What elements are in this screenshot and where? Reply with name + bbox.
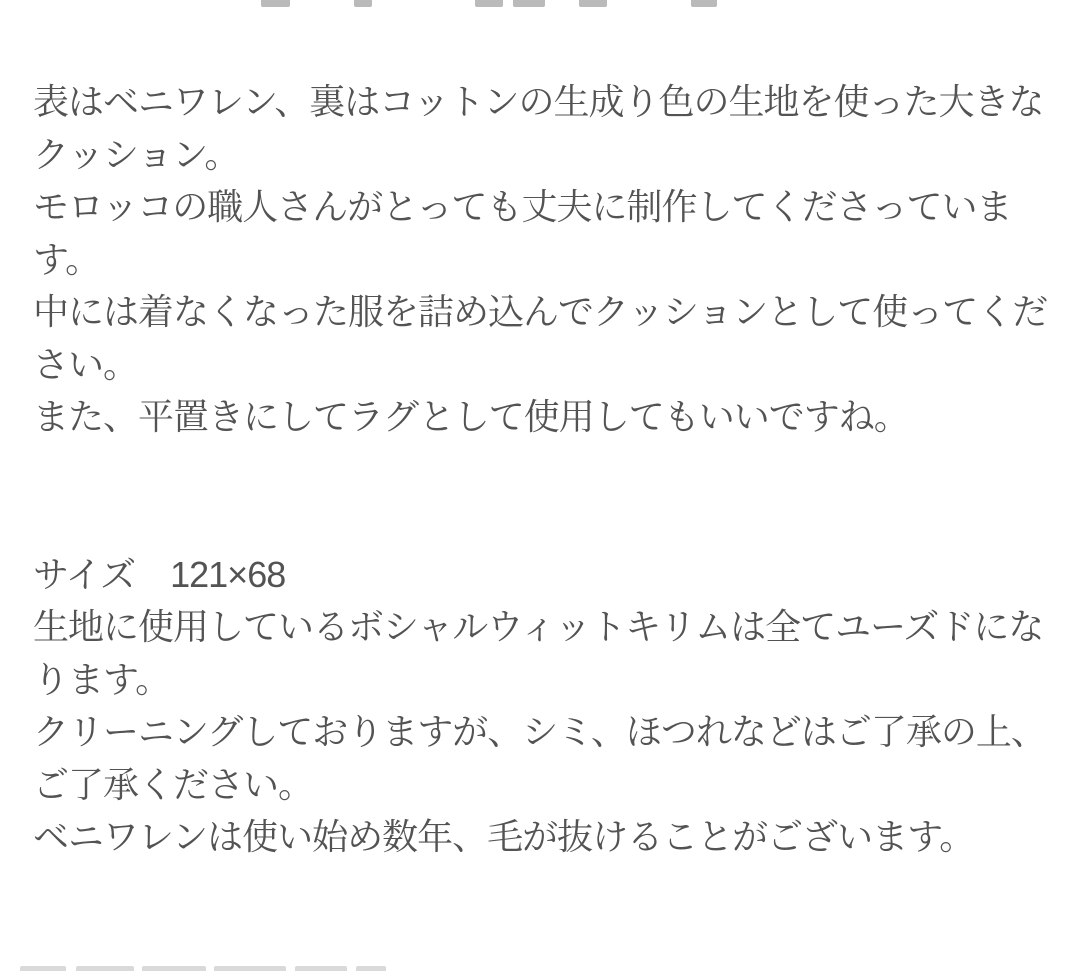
text-line: また、平置きにしてラグとして使用してもいいですね。	[33, 396, 909, 437]
text-line: クッション。	[33, 133, 240, 175]
cropped-text-fragment-bottom	[76, 966, 134, 971]
cropped-text-fragment-bottom	[295, 966, 347, 971]
cropped-text-fragment-top	[691, 0, 717, 7]
cropped-text-fragment-top	[579, 0, 607, 7]
text-line: さい。	[33, 343, 139, 385]
cropped-text-fragment-top	[354, 0, 372, 7]
text-line: ご了承ください。	[33, 763, 314, 805]
cropped-text-fragment-bottom	[356, 966, 386, 971]
text-line	[33, 444, 1060, 497]
text-line: 表はベニワレン、裏はコットンの生成り色の生地を使った大きな	[33, 81, 1044, 122]
cropped-text-fragment-bottom	[142, 966, 206, 971]
text-line: ります。	[33, 658, 171, 700]
text-line: ベニワレンは使い始め数年、毛が抜けることがございます。	[33, 816, 975, 857]
text-line: サイズ 121×68	[33, 553, 286, 595]
text-line	[33, 496, 1060, 549]
text-line: クリーニングしておりますが、シミ、ほつれなどはご了承の上、	[33, 711, 1046, 752]
product-description-text	[33, 76, 1060, 864]
cropped-text-fragment-top	[513, 0, 545, 7]
text-line: す。	[33, 238, 101, 280]
cropped-text-fragment-top	[475, 0, 503, 7]
cropped-text-fragment-bottom	[20, 966, 66, 971]
text-line: 中には着なくなった服を詰め込んでクッションとして使ってくだ	[33, 291, 1048, 332]
cropped-text-fragment-bottom	[214, 966, 286, 971]
cropped-text-fragment-top	[261, 0, 290, 7]
text-line: 生地に使用しているボシャルウィットキリムは全てユーズドにな	[33, 606, 1044, 647]
text-line: モロッコの職人さんがとっても丈夫に制作してくださっていま	[33, 186, 1012, 227]
